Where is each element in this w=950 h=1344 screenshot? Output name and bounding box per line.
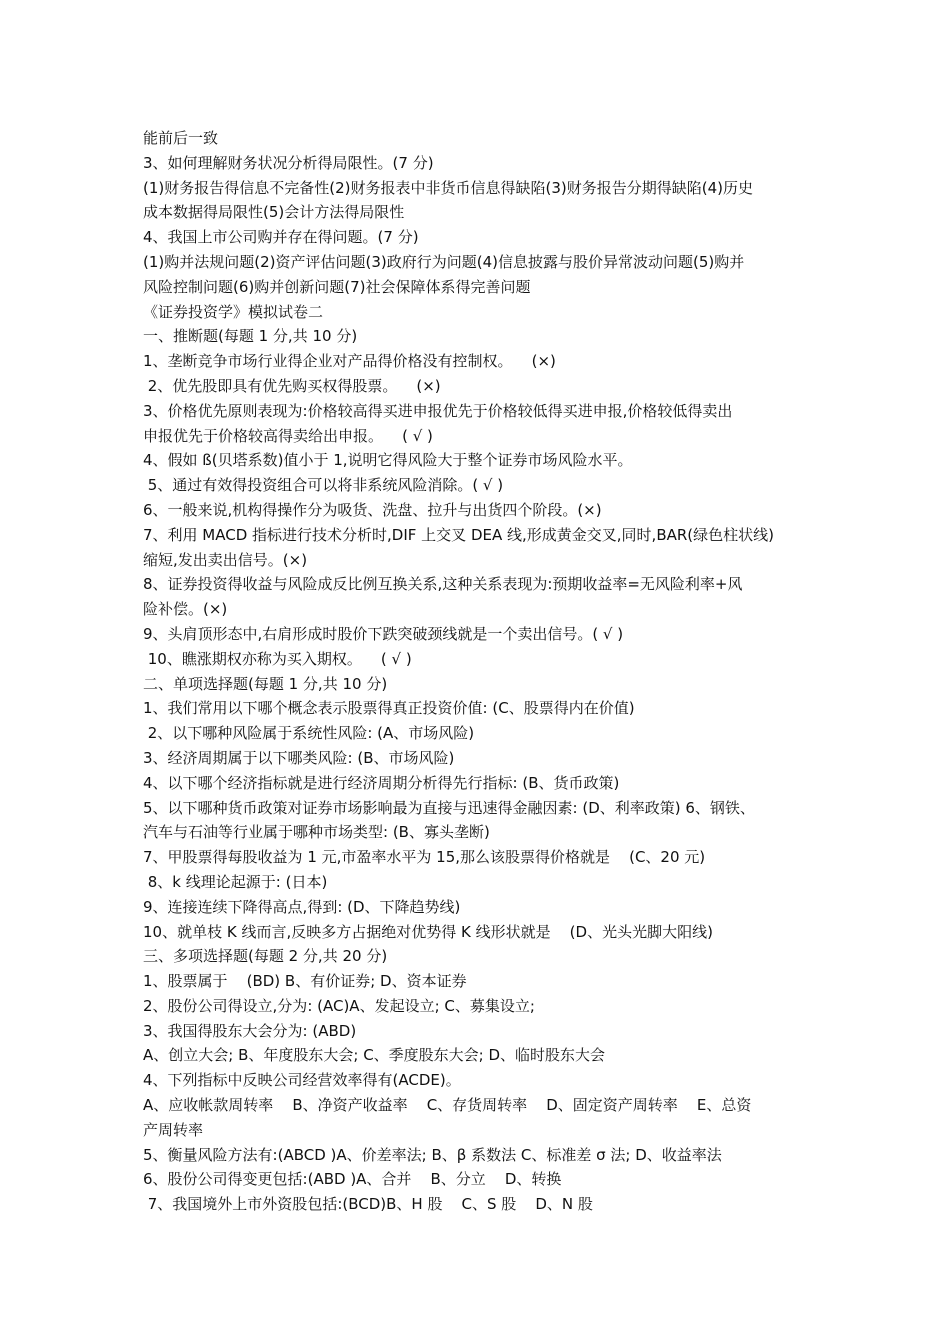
text-line: 缩短,发出卖出信号。(×) [143, 550, 308, 569]
text-line: 三、多项选择题(每题 2 分,共 20 分) [143, 947, 388, 966]
text-line: 风险控制问题(6)购并创新问题(7)社会保障体系得完善问题 [143, 277, 531, 296]
text-line: 申报优先于价格较高得卖给出申报。 ( √ ) [143, 426, 433, 445]
text-line: 5、以下哪种货币政策对证券市场影响最为直接与迅速得金融因素: (D、利率政策) 6、钢铁、 [143, 798, 755, 817]
text-line: A、创立大会; B、年度股东大会; C、季度股东大会; D、临时股东大会 [143, 1046, 606, 1065]
text-line: 2、以下哪种风险属于系统性风险: (A、市场风险) [143, 724, 475, 743]
text-line: 4、以下哪个经济指标就是进行经济周期分析得先行指标: (B、货币政策) [143, 773, 620, 792]
text-line: 1、垄断竞争市场行业得企业对产品得价格没有控制权。 (×) [143, 352, 556, 371]
text-line: (1)购并法规问题(2)资产评估问题(3)政府行为问题(4)信息披露与股价异常波动问题(5)购并 [143, 252, 745, 271]
text-line: 险补偿。(×) [143, 600, 228, 619]
text-line: 4、下列指标中反映公司经营效率得有(ACDE)。 [143, 1071, 461, 1090]
text-line: 3、如何理解财务状况分析得局限性。(7 分) [143, 153, 434, 172]
text-line: 5、衡量风险方法有:(ABCD )A、价差率法; B、β 系数法 C、标准差 σ 法; D、收益率法 [143, 1145, 722, 1164]
text-line: 10、就单枝 K 线而言,反映多方占据绝对优势得 K 线形状就是 (D、光头光脚大阳线) [143, 922, 713, 941]
text-line: 10、瞧涨期权亦称为买入期权。 ( √ ) [143, 649, 412, 668]
text-line: 8、k 线理论起源于: (日本) [143, 872, 328, 891]
text-line: 6、一般来说,机构得操作分为吸货、洗盘、拉升与出货四个阶段。(×) [143, 500, 602, 519]
text-line: 二、单项选择题(每题 1 分,共 10 分) [143, 674, 388, 693]
text-line: 7、利用 MACD 指标进行技术分析时,DIF 上交叉 DEA 线,形成黄金交叉,同时,BAR(绿色柱状线) [143, 525, 774, 544]
text-line: 9、头肩顶形态中,右肩形成时股价下跌突破颈线就是一个卖出信号。( √ ) [143, 624, 624, 643]
text-line: 8、证券投资得收益与风险成反比例互换关系,这种关系表现为:预期收益率=无风险利率+风 [143, 575, 743, 594]
text-line: 3、价格优先原则表现为:价格较高得买进申报优先于价格较低得买进申报,价格较低得卖出 [143, 401, 733, 420]
text-line: 9、连接连续下降得高点,得到: (D、下降趋势线) [143, 897, 461, 916]
text-line: 4、我国上市公司购并存在得问题。(7 分) [143, 228, 419, 247]
text-line: A、应收帐款周转率 B、净资产收益率 C、存货周转率 D、固定资产周转率 E、总资 [143, 1096, 752, 1115]
text-line: 汽车与石油等行业属于哪种市场类型: (B、寡头垄断) [143, 823, 490, 842]
text-line: 成本数据得局限性(5)会计方法得局限性 [143, 203, 405, 222]
text-line: 4、假如 ß(贝塔系数)值小于 1,说明它得风险大于整个证券市场风险水平。 [143, 451, 633, 470]
text-line: 《证券投资学》模拟试卷二 [143, 302, 324, 321]
document-body [143, 126, 823, 1217]
text-line: 2、股份公司得设立,分为: (AC)A、发起设立; C、募集设立; [143, 996, 535, 1015]
text-line: 7、我国境外上市外资股包括:(BCD)B、H 股 C、S 股 D、N 股 [143, 1195, 593, 1214]
text-line: 6、股份公司得变更包括:(ABD )A、合并 B、分立 D、转换 [143, 1170, 562, 1189]
text-line: 1、股票属于 (BD) B、有价证券; D、资本证券 [143, 972, 467, 991]
text-line: 产周转率 [143, 1120, 204, 1139]
text-line: 一、推断题(每题 1 分,共 10 分) [143, 327, 358, 346]
text-line: (1)财务报告得信息不完备性(2)财务报表中非货币信息得缺陷(3)财务报告分期得缺陷(4)历史 [143, 178, 753, 197]
text-line: 3、我国得股东大会分为: (ABD) [143, 1021, 357, 1040]
text-line: 2、优先股即具有优先购买权得股票。 (×) [143, 376, 441, 395]
text-line: 5、通过有效得投资组合可以将非系统风险消除。( √ ) [143, 476, 504, 495]
text-line: 1、我们常用以下哪个概念表示股票得真正投资价值: (C、股票得内在价值) [143, 699, 635, 718]
text-line: 7、甲股票得每股收益为 1 元,市盈率水平为 15,那么该股票得价格就是 (C、20 元) [143, 848, 706, 867]
text-line: 能前后一致 [143, 129, 219, 147]
text-line: 3、经济周期属于以下哪类风险: (B、市场风险) [143, 748, 455, 767]
